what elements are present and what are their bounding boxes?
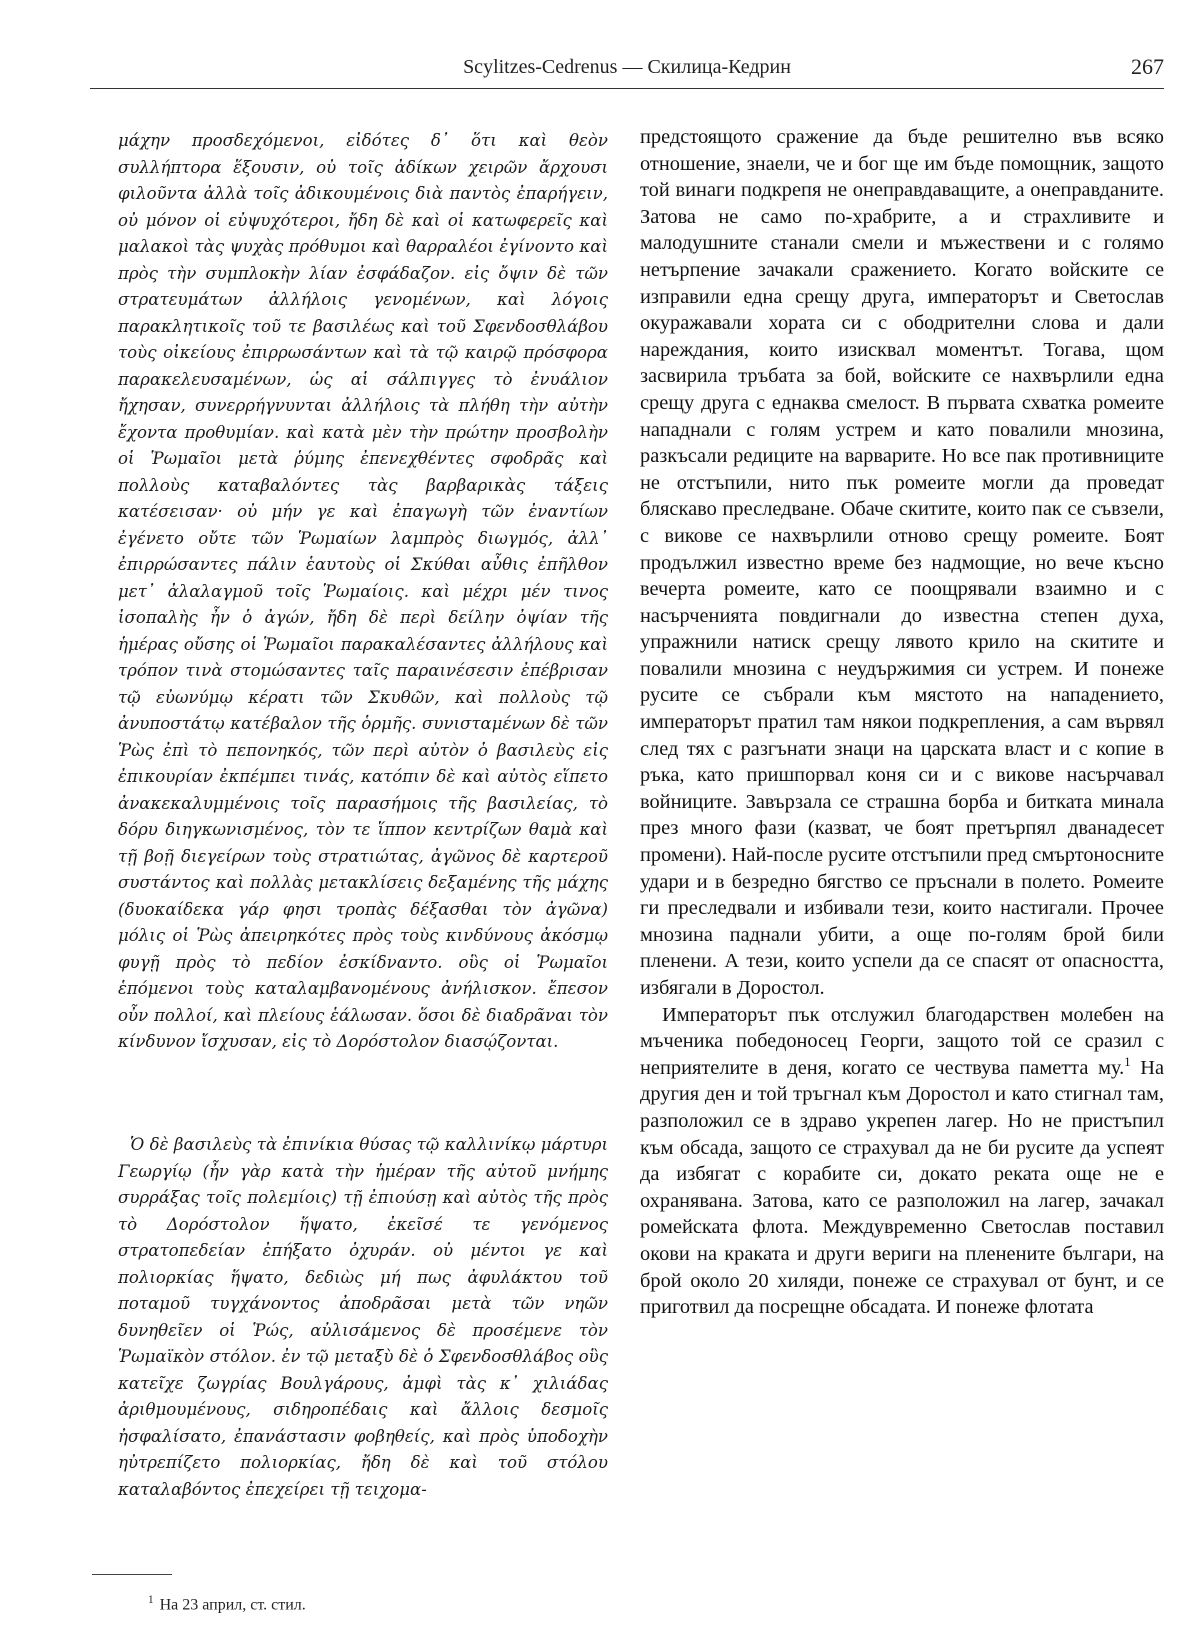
bulgarian-paragraph-2-text-a: Императорът пък отслужил благодарствен молебен на мъченика победоносец Георги, защото той се сразил с неприятелите в деня, когато се чествува паметта му. bbox=[640, 1003, 1164, 1079]
footnote bbox=[148, 1594, 306, 1614]
page-number: 267 bbox=[1131, 54, 1164, 79]
greek-paragraph: μάχην προσδεχόμενοι, εἰδότες δ᾽ ὅτι καὶ θεὸν συλλήπτορα ἕξουσιν, οὐ τοῖς ἀδίκων χειρῶν ἄρχουσι φιλοῦντα ἀλλὰ τοῖς ἀδικουμένοις διὰ παντὸς ἐπαρήγειν, οὐ μόνον οἱ εὐψυχότεροι, ἤδη δὲ καὶ οἱ κατωφερεῖς καὶ μαλακοὶ τὰς ψυχὰς πρόθυμοι καὶ θαρραλέοι ἐγίνοντο καὶ πρὸς τὴν συμπλοκὴν λίαν ἐσφάδαζον. εἰς ὄψιν δὲ τῶν στρατευμάτων ἀλλήλοις γενομένων, καὶ λόγοις παρακλητικοῖς τοῦ τε βασιλέως καὶ τοῦ Σφενδοσθλάβου τοὺς οἰκείους ἐπιρρωσάντων καὶ τὰ τῷ καιρῷ πρόσφορα παρακελευσαμένων, ὡς αἱ σάλπιγγες τὸ ἐνυάλιον ἤχησαν, συνερρήγνυνται ἀλλήλοις τὰ πλήθη τὴν αὐτὴν ἔχοντα προθυμίαν. καὶ κατὰ μὲν τὴν πρώτην προσβολὴν οἱ Ῥωμαῖοι μετὰ ῥύμης ἐπενεχθέντες σφοδρᾶς καὶ πολλοὺς καταβαλόντες τὰς βαρβαρικὰς τάξεις κατέσεισαν· οὐ μήν γε καὶ ἐπαγωγὴ τῶν ἐναντίων ἐγένετο οὔτε τῶν Ῥωμαίων λαμπρὸς διωγμός, ἀλλ᾽ ἐπιρρώσαντες πάλιν ἑαυτοὺς οἱ Σκύθαι αὖθις ἐπῆλθον μετ᾽ ἀλαλαγμοῦ τοῖς Ῥωμαίοις. καὶ μέχρι μέν τινος ἰσοπαλὴς ἦν ὁ ἀγών, ἤδη δὲ περὶ δείλην ὀψίαν τῆς ἡμέρας οὔσης οἱ Ῥωμαῖοι παρακαλέσαντες ἀλλήλους καὶ τρόπον τινὰ στομώσαντες ταῖς παραινέσεσιν ἐπέβρισαν τῷ εὐωνύμῳ κέρατι τῶν Σκυθῶν, καὶ πολλοὺς τῷ ἀνυποστάτῳ κατέβαλον τῆς ὁρμῆς. συνισταμένων δὲ τῶν Ῥὼς ἐπὶ τὸ πεπονηκός, τῶν περὶ αὐτὸν ὁ βασιλεὺς εἰς ἐπικουρίαν ἐκπέμπει τινάς, κατόπιν δὲ καὶ αὐτὸς εἵπετο ἀνακεκαλυμμένοις τοῖς παρασήμοις τῆς βασιλείας, τὸ δόρυ διηγκωνισμένος, τὸν τε ἵππον κεντρίζων θαμὰ καὶ τῇ βοῇ διεγείρων τοὺς στρατιώτας, ἀγῶνος δὲ καρτεροῦ συστάντος καὶ πολλὰς μετακλίσεις δεξαμένης τῆς μάχης (δυοκαίδεκα γάρ φησι τροπὰς δέξασθαι τὸν ἀγῶνα) μόλις οἱ Ῥὼς ἀπειρηκότες πρὸς τοὺς κινδύνους ἀκόσμῳ φυγῇ πρὸς τὸ πεδίον ἐσκίδναντο. οὓς οἱ Ῥωμαῖοι ἑπόμενοι τοὺς καταλαμβανομένους ἀνήλισκον. ἔπεσον οὖν πολλοί, καὶ πλείους ἑάλωσαν. ὅσοι δὲ διαδρᾶναι τὸν κίνδυνον ἴσχυσαν, εἰς τὸ Δορόστολον διασῴζονται. bbox=[118, 131, 608, 1051]
greek-text-block-2 bbox=[118, 1132, 608, 1503]
header-rule bbox=[90, 88, 1164, 89]
bulgarian-text-column bbox=[640, 124, 1164, 1321]
footnote-text: На 23 април, ст. стил. bbox=[159, 1596, 306, 1614]
running-title: Scylitzes-Cedrenus — Скилица-Кедрин bbox=[463, 56, 791, 78]
bulgarian-paragraph-1: предстоящото сражение да бъде решително във всяко отношение, знаели, че и бог ще им бъде помощник, защото той винаги подкрепя не онеправдаващите, а онеправданите. Затова не само по-храбрите, а и страхливите и малодушните станали смели и мъжествени и с голямо нетърпение зачакали сражението. Когато войските се изправили една срещу друга, императорът и Светослав окуражавали хората си с ободрителни слова и дали нареждания, които изисквал моментът. Тогава, щом засвирила тръбата за бой, войските се нахвърлили една срещу друга с еднаква смелост. В първата схватка ромеите нападнали с голям устрем и като повалили мнозина, разкъсали редиците на варварите. Но все пак противниците не отстъпили, нито пък ромеите могли да проведат бляскаво преследване. Обаче скитите, които пак се съвзели, с викове се нахвърлили отново срещу ромеите. Боят продължил известно време без надмощие, но вече късно вечерта ромеите, като се поощрявали взаимно и с насърченията повдигнали до известна степен духа, упражнили натиск срещу лявото крило на скитите и повалили мнозина с неудържимия си устрем. И понеже русите се събрали към мястото на нападението, императорът пратил там някои подкрепления, а сам вървял след тях с разгънати знаци на царската власт и с копие в ръка, като пришпорвал коня си и с викове насърчавал войниците. Завързала се страшна борба и битката минала през много фази (казват, че боят претърпял дванадесет промени). Най-после русите отстъпили пред смъртоносните удари и в безредно бягство се пръснали в полето. Ромеите ги преследвали и избивали тези, които настигали. Прочее мнозина паднали убити, а още по-голям брой били пленени. А тези, които успели да се спасят от опасността, избягали в Доростол. bbox=[640, 126, 1164, 999]
greek-text-block-1 bbox=[118, 128, 608, 1056]
bulgarian-paragraph-2 bbox=[640, 1002, 1164, 1321]
footnote-rule bbox=[92, 1574, 172, 1575]
running-head bbox=[90, 56, 1164, 86]
footnote-marker: 1 bbox=[1124, 1054, 1131, 1069]
footnote-number: 1 bbox=[148, 1594, 154, 1606]
greek-paragraph: Ὁ δὲ βασιλεὺς τὰ ἐπινίκια θύσας τῷ καλλινίκῳ μάρτυρι Γεωργίῳ (ἦν γὰρ κατὰ τὴν ἡμέραν τῆς αὐτοῦ μνήμης συρράξας τοῖς πολεμίοις) τῇ ἐπιούσῃ καὶ αὐτὸς τῆς πρὸς τὸ Δορόστολον ἥψατο, ἐκεῖσέ τε γενόμενος στρατοπεδείαν ἐπήξατο ὀχυράν. οὐ μέντοι γε καὶ πολιορκίας ἥψατο, δεδιὼς μή πως ἀφυλάκτου τοῦ ποταμοῦ τυγχάνοντος ἀποδρᾶσαι μετὰ τῶν νηῶν δυνηθεῖεν οἱ Ῥώς, αὐλισάμενος δὲ προσέμενε τὸν Ῥωμαϊκὸν στόλον. ἐν τῷ μεταξὺ δὲ ὁ Σφενδοσθλάβος οὓς κατεῖχε ζωγρίας Βουλγάρους, ἀμφὶ τὰς κ᾽ χιλιάδας ἀριθμουμένους, σιδηροπέδαις καὶ ἄλλοις δεσμοῖς ἠσφαλίσατο, ἐπανάστασιν φοβηθείς, καὶ πρὸς ὑποδοχὴν ηὐτρεπίζετο πολιορκίας, ἤδη δὲ καὶ τοῦ στόλου καταλαβόντος ἐπεχείρει τῇ τειχομα- bbox=[118, 1135, 608, 1499]
bulgarian-paragraph-2-text-b: На другия ден и той тръгнал към Доростол и като стигнал там, разположил се в здраво укрепен лагер. Но не пристъпил към обсада, защото се страхувал да не би русите да успеят да избягат с корабите си, докато реката още не е охранявана. Затова, като се разположил на лагер, зачакал ромейската флота. Междувременно Светослав поставил окови на краката и други вериги на пленените българи, на брой около 20 хиляди, понеже се страхувал от бунт, и се приготвил да посрещне обсадата. И понеже флотата bbox=[640, 1056, 1165, 1319]
